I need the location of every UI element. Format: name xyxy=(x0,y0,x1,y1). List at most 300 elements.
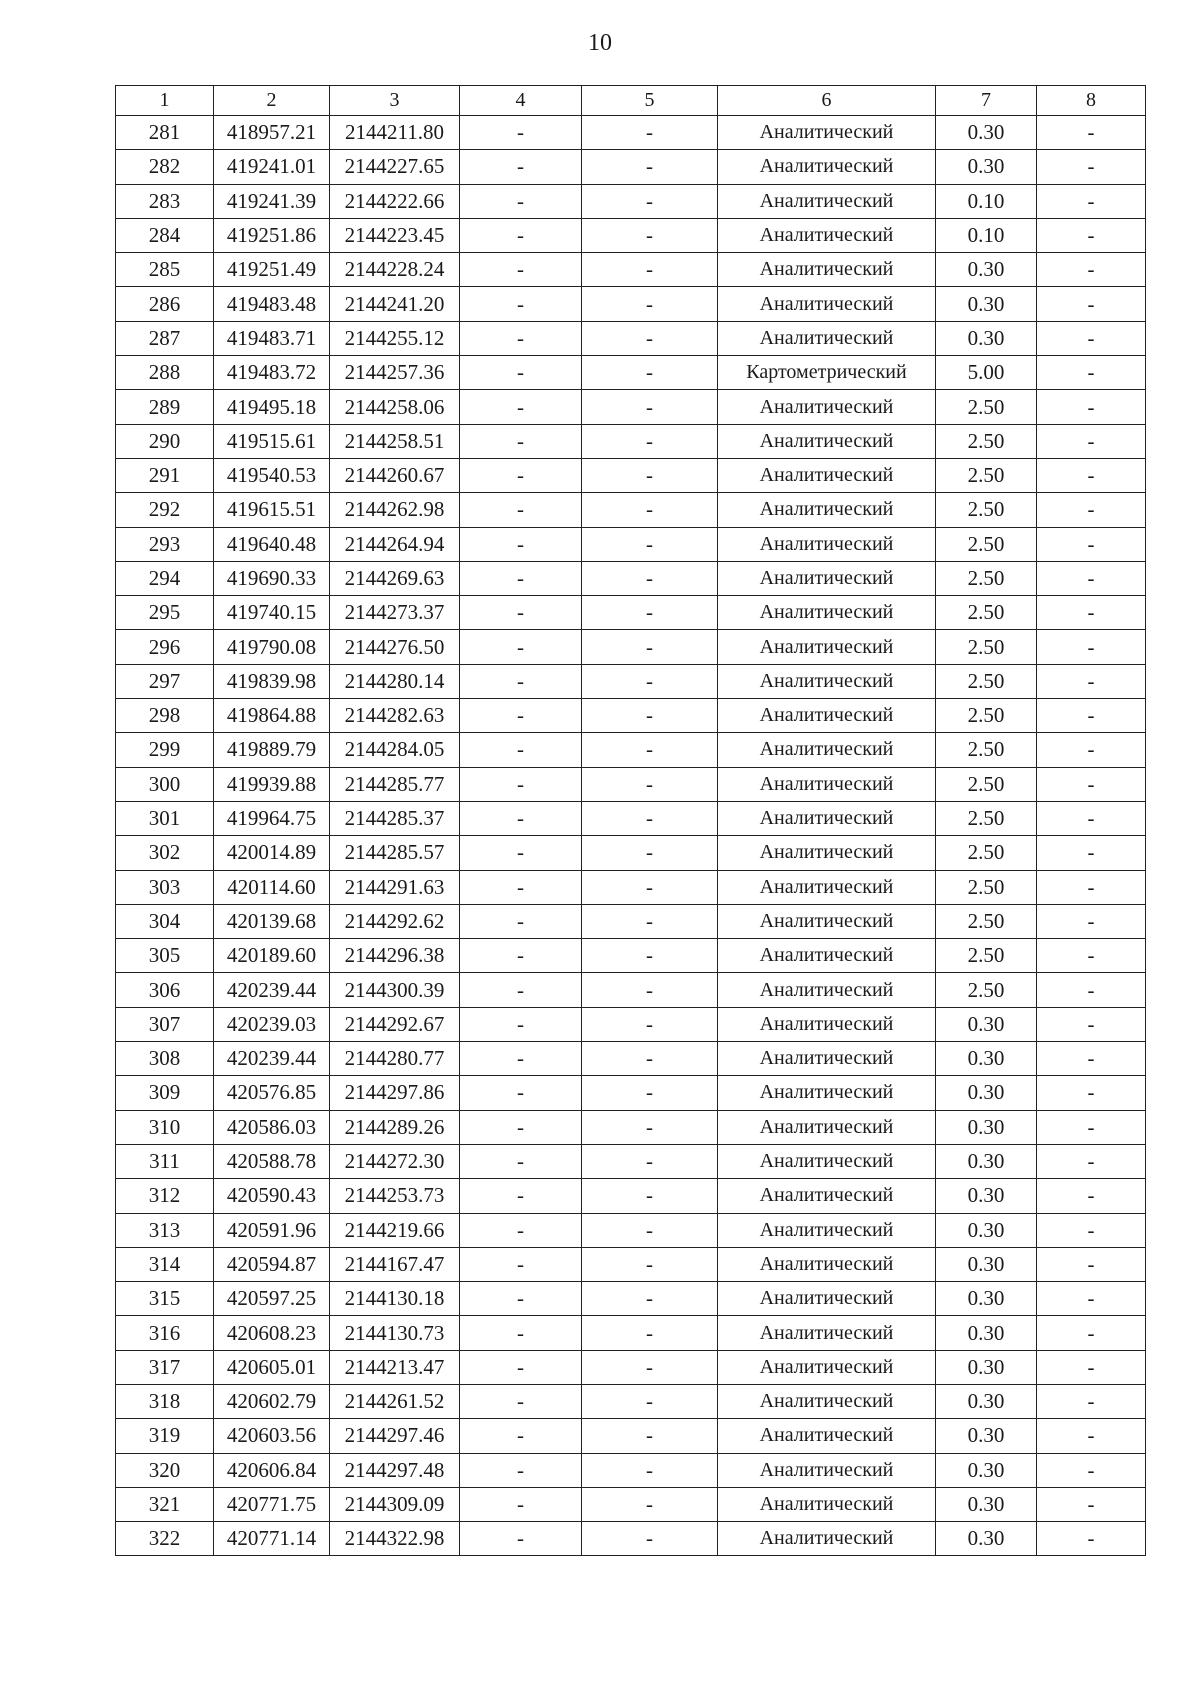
col8-cell: - xyxy=(1037,424,1146,458)
table-row xyxy=(116,1282,1146,1316)
table-row xyxy=(116,733,1146,767)
col4-cell: - xyxy=(460,973,582,1007)
col5-cell: - xyxy=(582,1144,718,1178)
col4-cell: - xyxy=(460,527,582,561)
col4-cell: - xyxy=(460,321,582,355)
y-coordinate-cell: 2144211.80 xyxy=(330,116,460,150)
point-number-cell: 308 xyxy=(116,1042,214,1076)
method-cell: Аналитический xyxy=(718,218,936,252)
col5-cell: - xyxy=(582,1350,718,1384)
table-header xyxy=(116,86,1146,116)
accuracy-cell: 2.50 xyxy=(936,596,1037,630)
table-row xyxy=(116,904,1146,938)
x-coordinate-cell: 419615.51 xyxy=(214,493,330,527)
col4-cell: - xyxy=(460,767,582,801)
y-coordinate-cell: 2144292.67 xyxy=(330,1007,460,1041)
col5-cell: - xyxy=(582,1213,718,1247)
accuracy-cell: 0.30 xyxy=(936,287,1037,321)
method-cell: Аналитический xyxy=(718,1384,936,1418)
x-coordinate-cell: 419483.72 xyxy=(214,356,330,390)
col8-cell: - xyxy=(1037,321,1146,355)
method-cell: Картометрический xyxy=(718,356,936,390)
accuracy-cell: 0.30 xyxy=(936,1282,1037,1316)
table-row xyxy=(116,527,1146,561)
x-coordinate-cell: 420189.60 xyxy=(214,939,330,973)
table-row xyxy=(116,801,1146,835)
x-coordinate-cell: 419251.49 xyxy=(214,253,330,287)
col4-cell: - xyxy=(460,458,582,492)
point-number-cell: 296 xyxy=(116,630,214,664)
table-row xyxy=(116,699,1146,733)
accuracy-cell: 2.50 xyxy=(936,561,1037,595)
col8-cell: - xyxy=(1037,287,1146,321)
method-cell: Аналитический xyxy=(718,1144,936,1178)
point-number-cell: 305 xyxy=(116,939,214,973)
x-coordinate-cell: 420576.85 xyxy=(214,1076,330,1110)
method-cell: Аналитический xyxy=(718,801,936,835)
column-header-4: 4 xyxy=(460,86,582,116)
y-coordinate-cell: 2144280.77 xyxy=(330,1042,460,1076)
col4-cell: - xyxy=(460,253,582,287)
col5-cell: - xyxy=(582,939,718,973)
point-number-cell: 295 xyxy=(116,596,214,630)
table-row xyxy=(116,1316,1146,1350)
table-row xyxy=(116,184,1146,218)
y-coordinate-cell: 2144272.30 xyxy=(330,1144,460,1178)
x-coordinate-cell: 420239.03 xyxy=(214,1007,330,1041)
accuracy-cell: 2.50 xyxy=(936,767,1037,801)
col5-cell: - xyxy=(582,116,718,150)
table-row xyxy=(116,630,1146,664)
x-coordinate-cell: 419241.39 xyxy=(214,184,330,218)
y-coordinate-cell: 2144261.52 xyxy=(330,1384,460,1418)
accuracy-cell: 2.50 xyxy=(936,458,1037,492)
y-coordinate-cell: 2144300.39 xyxy=(330,973,460,1007)
y-coordinate-cell: 2144322.98 xyxy=(330,1522,460,1556)
col4-cell: - xyxy=(460,904,582,938)
col4-cell: - xyxy=(460,493,582,527)
table-row xyxy=(116,664,1146,698)
table-row xyxy=(116,1144,1146,1178)
col5-cell: - xyxy=(582,424,718,458)
col8-cell: - xyxy=(1037,458,1146,492)
table-row xyxy=(116,1247,1146,1281)
point-number-cell: 320 xyxy=(116,1453,214,1487)
col5-cell: - xyxy=(582,904,718,938)
point-number-cell: 290 xyxy=(116,424,214,458)
accuracy-cell: 2.50 xyxy=(936,870,1037,904)
method-cell: Аналитический xyxy=(718,493,936,527)
point-number-cell: 294 xyxy=(116,561,214,595)
x-coordinate-cell: 419495.18 xyxy=(214,390,330,424)
method-cell: Аналитический xyxy=(718,1179,936,1213)
accuracy-cell: 0.30 xyxy=(936,1522,1037,1556)
x-coordinate-cell: 418957.21 xyxy=(214,116,330,150)
col8-cell: - xyxy=(1037,1179,1146,1213)
table-row xyxy=(116,1522,1146,1556)
col8-cell: - xyxy=(1037,1110,1146,1144)
x-coordinate-cell: 419690.33 xyxy=(214,561,330,595)
method-cell: Аналитический xyxy=(718,184,936,218)
col4-cell: - xyxy=(460,287,582,321)
y-coordinate-cell: 2144297.48 xyxy=(330,1453,460,1487)
table-row xyxy=(116,1453,1146,1487)
x-coordinate-cell: 419939.88 xyxy=(214,767,330,801)
method-cell: Аналитический xyxy=(718,733,936,767)
col4-cell: - xyxy=(460,1110,582,1144)
y-coordinate-cell: 2144258.51 xyxy=(330,424,460,458)
col8-cell: - xyxy=(1037,150,1146,184)
col5-cell: - xyxy=(582,1282,718,1316)
y-coordinate-cell: 2144297.46 xyxy=(330,1419,460,1453)
method-cell: Аналитический xyxy=(718,390,936,424)
point-number-cell: 307 xyxy=(116,1007,214,1041)
accuracy-cell: 2.50 xyxy=(936,939,1037,973)
col8-cell: - xyxy=(1037,973,1146,1007)
col4-cell: - xyxy=(460,699,582,733)
col4-cell: - xyxy=(460,836,582,870)
col8-cell: - xyxy=(1037,767,1146,801)
table-row xyxy=(116,973,1146,1007)
y-coordinate-cell: 2144227.65 xyxy=(330,150,460,184)
col4-cell: - xyxy=(460,1350,582,1384)
point-number-cell: 317 xyxy=(116,1350,214,1384)
col5-cell: - xyxy=(582,1110,718,1144)
method-cell: Аналитический xyxy=(718,1316,936,1350)
col8-cell: - xyxy=(1037,939,1146,973)
col5-cell: - xyxy=(582,150,718,184)
method-cell: Аналитический xyxy=(718,424,936,458)
y-coordinate-cell: 2144219.66 xyxy=(330,1213,460,1247)
col8-cell: - xyxy=(1037,1419,1146,1453)
col8-cell: - xyxy=(1037,1144,1146,1178)
col5-cell: - xyxy=(582,1247,718,1281)
y-coordinate-cell: 2144213.47 xyxy=(330,1350,460,1384)
y-coordinate-cell: 2144285.77 xyxy=(330,767,460,801)
table-row xyxy=(116,1487,1146,1521)
method-cell: Аналитический xyxy=(718,1282,936,1316)
col5-cell: - xyxy=(582,218,718,252)
y-coordinate-cell: 2144260.67 xyxy=(330,458,460,492)
col5-cell: - xyxy=(582,561,718,595)
col4-cell: - xyxy=(460,184,582,218)
col4-cell: - xyxy=(460,390,582,424)
table-row xyxy=(116,1350,1146,1384)
col4-cell: - xyxy=(460,801,582,835)
col5-cell: - xyxy=(582,630,718,664)
col8-cell: - xyxy=(1037,356,1146,390)
y-coordinate-cell: 2144291.63 xyxy=(330,870,460,904)
y-coordinate-cell: 2144273.37 xyxy=(330,596,460,630)
col4-cell: - xyxy=(460,218,582,252)
y-coordinate-cell: 2144228.24 xyxy=(330,253,460,287)
accuracy-cell: 0.30 xyxy=(936,1110,1037,1144)
col8-cell: - xyxy=(1037,1522,1146,1556)
accuracy-cell: 0.10 xyxy=(936,218,1037,252)
point-number-cell: 309 xyxy=(116,1076,214,1110)
col8-cell: - xyxy=(1037,801,1146,835)
accuracy-cell: 0.30 xyxy=(936,1316,1037,1350)
col4-cell: - xyxy=(460,1316,582,1350)
accuracy-cell: 0.30 xyxy=(936,1453,1037,1487)
y-coordinate-cell: 2144258.06 xyxy=(330,390,460,424)
point-number-cell: 311 xyxy=(116,1144,214,1178)
y-coordinate-cell: 2144285.57 xyxy=(330,836,460,870)
col8-cell: - xyxy=(1037,184,1146,218)
point-number-cell: 322 xyxy=(116,1522,214,1556)
table-row xyxy=(116,1076,1146,1110)
col5-cell: - xyxy=(582,1453,718,1487)
accuracy-cell: 0.10 xyxy=(936,184,1037,218)
col4-cell: - xyxy=(460,1247,582,1281)
y-coordinate-cell: 2144223.45 xyxy=(330,218,460,252)
method-cell: Аналитический xyxy=(718,904,936,938)
table-row xyxy=(116,253,1146,287)
col4-cell: - xyxy=(460,939,582,973)
point-number-cell: 306 xyxy=(116,973,214,1007)
accuracy-cell: 2.50 xyxy=(936,527,1037,561)
col8-cell: - xyxy=(1037,1076,1146,1110)
col5-cell: - xyxy=(582,287,718,321)
point-number-cell: 297 xyxy=(116,664,214,698)
point-number-cell: 289 xyxy=(116,390,214,424)
method-cell: Аналитический xyxy=(718,253,936,287)
col5-cell: - xyxy=(582,1522,718,1556)
method-cell: Аналитический xyxy=(718,699,936,733)
x-coordinate-cell: 420586.03 xyxy=(214,1110,330,1144)
table-row xyxy=(116,1179,1146,1213)
col5-cell: - xyxy=(582,1487,718,1521)
method-cell: Аналитический xyxy=(718,116,936,150)
col5-cell: - xyxy=(582,699,718,733)
y-coordinate-cell: 2144285.37 xyxy=(330,801,460,835)
col8-cell: - xyxy=(1037,596,1146,630)
y-coordinate-cell: 2144253.73 xyxy=(330,1179,460,1213)
table-row xyxy=(116,767,1146,801)
col8-cell: - xyxy=(1037,527,1146,561)
table-row xyxy=(116,356,1146,390)
y-coordinate-cell: 2144296.38 xyxy=(330,939,460,973)
col8-cell: - xyxy=(1037,1247,1146,1281)
x-coordinate-cell: 420114.60 xyxy=(214,870,330,904)
method-cell: Аналитический xyxy=(718,1076,936,1110)
accuracy-cell: 2.50 xyxy=(936,733,1037,767)
column-header-8: 8 xyxy=(1037,86,1146,116)
method-cell: Аналитический xyxy=(718,1522,936,1556)
table-row xyxy=(116,424,1146,458)
col5-cell: - xyxy=(582,596,718,630)
col4-cell: - xyxy=(460,1213,582,1247)
x-coordinate-cell: 420588.78 xyxy=(214,1144,330,1178)
x-coordinate-cell: 419540.53 xyxy=(214,458,330,492)
table-row xyxy=(116,1110,1146,1144)
table-row xyxy=(116,836,1146,870)
accuracy-cell: 0.30 xyxy=(936,1384,1037,1418)
x-coordinate-cell: 419483.71 xyxy=(214,321,330,355)
x-coordinate-cell: 419515.61 xyxy=(214,424,330,458)
method-cell: Аналитический xyxy=(718,561,936,595)
col5-cell: - xyxy=(582,1007,718,1041)
col4-cell: - xyxy=(460,1522,582,1556)
col8-cell: - xyxy=(1037,1384,1146,1418)
col5-cell: - xyxy=(582,733,718,767)
accuracy-cell: 2.50 xyxy=(936,973,1037,1007)
column-header-5: 5 xyxy=(582,86,718,116)
col8-cell: - xyxy=(1037,561,1146,595)
col4-cell: - xyxy=(460,424,582,458)
column-header-7: 7 xyxy=(936,86,1037,116)
column-header-1: 1 xyxy=(116,86,214,116)
col5-cell: - xyxy=(582,801,718,835)
method-cell: Аналитический xyxy=(718,527,936,561)
accuracy-cell: 0.30 xyxy=(936,1350,1037,1384)
y-coordinate-cell: 2144276.50 xyxy=(330,630,460,664)
accuracy-cell: 0.30 xyxy=(936,1007,1037,1041)
table-row xyxy=(116,458,1146,492)
col5-cell: - xyxy=(582,527,718,561)
x-coordinate-cell: 420239.44 xyxy=(214,1042,330,1076)
col8-cell: - xyxy=(1037,664,1146,698)
point-number-cell: 304 xyxy=(116,904,214,938)
accuracy-cell: 2.50 xyxy=(936,390,1037,424)
point-number-cell: 298 xyxy=(116,699,214,733)
table-row xyxy=(116,1042,1146,1076)
point-number-cell: 285 xyxy=(116,253,214,287)
point-number-cell: 312 xyxy=(116,1179,214,1213)
x-coordinate-cell: 419640.48 xyxy=(214,527,330,561)
y-coordinate-cell: 2144297.86 xyxy=(330,1076,460,1110)
point-number-cell: 300 xyxy=(116,767,214,801)
col4-cell: - xyxy=(460,733,582,767)
method-cell: Аналитический xyxy=(718,287,936,321)
y-coordinate-cell: 2144280.14 xyxy=(330,664,460,698)
col4-cell: - xyxy=(460,356,582,390)
col4-cell: - xyxy=(460,664,582,698)
point-number-cell: 291 xyxy=(116,458,214,492)
accuracy-cell: 2.50 xyxy=(936,630,1037,664)
col4-cell: - xyxy=(460,1487,582,1521)
point-number-cell: 301 xyxy=(116,801,214,835)
method-cell: Аналитический xyxy=(718,596,936,630)
col4-cell: - xyxy=(460,1282,582,1316)
method-cell: Аналитический xyxy=(718,321,936,355)
accuracy-cell: 0.30 xyxy=(936,1419,1037,1453)
col8-cell: - xyxy=(1037,870,1146,904)
x-coordinate-cell: 419251.86 xyxy=(214,218,330,252)
col8-cell: - xyxy=(1037,1042,1146,1076)
method-cell: Аналитический xyxy=(718,630,936,664)
col8-cell: - xyxy=(1037,116,1146,150)
accuracy-cell: 0.30 xyxy=(936,116,1037,150)
col4-cell: - xyxy=(460,630,582,664)
point-number-cell: 293 xyxy=(116,527,214,561)
col4-cell: - xyxy=(460,1384,582,1418)
accuracy-cell: 0.30 xyxy=(936,1213,1037,1247)
table-row xyxy=(116,116,1146,150)
point-number-cell: 302 xyxy=(116,836,214,870)
col5-cell: - xyxy=(582,1384,718,1418)
col4-cell: - xyxy=(460,1007,582,1041)
table-row xyxy=(116,939,1146,973)
col5-cell: - xyxy=(582,664,718,698)
point-number-cell: 282 xyxy=(116,150,214,184)
accuracy-cell: 2.50 xyxy=(936,904,1037,938)
col5-cell: - xyxy=(582,973,718,1007)
method-cell: Аналитический xyxy=(718,664,936,698)
accuracy-cell: 0.30 xyxy=(936,1487,1037,1521)
col4-cell: - xyxy=(460,596,582,630)
point-number-cell: 315 xyxy=(116,1282,214,1316)
point-number-cell: 321 xyxy=(116,1487,214,1521)
table-row xyxy=(116,390,1146,424)
point-number-cell: 319 xyxy=(116,1419,214,1453)
column-header-3: 3 xyxy=(330,86,460,116)
method-cell: Аналитический xyxy=(718,973,936,1007)
col4-cell: - xyxy=(460,1419,582,1453)
table-row xyxy=(116,218,1146,252)
col4-cell: - xyxy=(460,1179,582,1213)
col5-cell: - xyxy=(582,836,718,870)
col8-cell: - xyxy=(1037,1487,1146,1521)
point-number-cell: 313 xyxy=(116,1213,214,1247)
point-number-cell: 310 xyxy=(116,1110,214,1144)
point-number-cell: 314 xyxy=(116,1247,214,1281)
method-cell: Аналитический xyxy=(718,1007,936,1041)
table-row xyxy=(116,287,1146,321)
method-cell: Аналитический xyxy=(718,1487,936,1521)
col8-cell: - xyxy=(1037,253,1146,287)
col8-cell: - xyxy=(1037,1213,1146,1247)
point-number-cell: 287 xyxy=(116,321,214,355)
y-coordinate-cell: 2144130.73 xyxy=(330,1316,460,1350)
col8-cell: - xyxy=(1037,1453,1146,1487)
col4-cell: - xyxy=(460,1453,582,1487)
table-row xyxy=(116,1419,1146,1453)
y-coordinate-cell: 2144262.98 xyxy=(330,493,460,527)
column-header-6: 6 xyxy=(718,86,936,116)
x-coordinate-cell: 419839.98 xyxy=(214,664,330,698)
coordinates-table xyxy=(115,85,1146,1556)
x-coordinate-cell: 420608.23 xyxy=(214,1316,330,1350)
method-cell: Аналитический xyxy=(718,1042,936,1076)
method-cell: Аналитический xyxy=(718,1419,936,1453)
x-coordinate-cell: 419964.75 xyxy=(214,801,330,835)
accuracy-cell: 0.30 xyxy=(936,150,1037,184)
method-cell: Аналитический xyxy=(718,767,936,801)
x-coordinate-cell: 420602.79 xyxy=(214,1384,330,1418)
col4-cell: - xyxy=(460,1144,582,1178)
point-number-cell: 299 xyxy=(116,733,214,767)
y-coordinate-cell: 2144292.62 xyxy=(330,904,460,938)
col5-cell: - xyxy=(582,1076,718,1110)
accuracy-cell: 2.50 xyxy=(936,836,1037,870)
y-coordinate-cell: 2144269.63 xyxy=(330,561,460,595)
accuracy-cell: 2.50 xyxy=(936,664,1037,698)
x-coordinate-cell: 420239.44 xyxy=(214,973,330,1007)
method-cell: Аналитический xyxy=(718,1213,936,1247)
table-row xyxy=(116,1007,1146,1041)
method-cell: Аналитический xyxy=(718,939,936,973)
method-cell: Аналитический xyxy=(718,836,936,870)
y-coordinate-cell: 2144167.47 xyxy=(330,1247,460,1281)
x-coordinate-cell: 420771.75 xyxy=(214,1487,330,1521)
col5-cell: - xyxy=(582,493,718,527)
method-cell: Аналитический xyxy=(718,1453,936,1487)
accuracy-cell: 0.30 xyxy=(936,1247,1037,1281)
table-row xyxy=(116,1384,1146,1418)
point-number-cell: 286 xyxy=(116,287,214,321)
table-row xyxy=(116,1213,1146,1247)
